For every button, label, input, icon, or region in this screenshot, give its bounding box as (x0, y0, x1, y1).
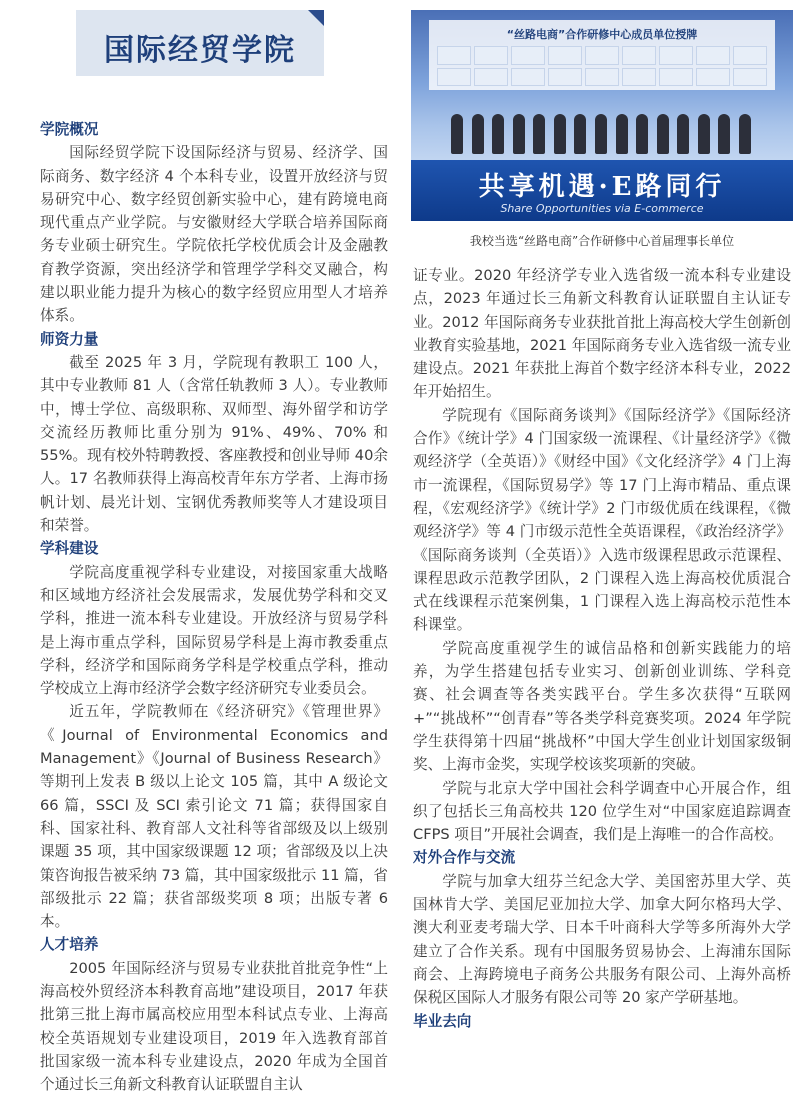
people-row (451, 110, 751, 154)
paragraph-discipline-1: 学院高度重视学科专业建设，对接国家重大战略和区域地方经济社会发展需求，发展优势学科和交叉学科，推进一流本科专业建设。开放经济与贸易学科是上海市重点学科，国际贸易学科是上海市教委重点学科，经济学和国际商务学科是学校重点学科，推动学校成立上海市经济学会数字经济研究专业委员会。 (40, 563, 388, 698)
heading-training: 人才培养 (40, 936, 99, 954)
title-corner-decoration (308, 10, 324, 26)
paragraph-overview: 国际经贸学院下设国际经济与贸易、经济学、国际商务、数字经济 4 个本科专业，设置开放经济与贸易研究中心、数字经贸创新实验中心，建有跨境电商现代重点产业学院。与安徽财经大学联合培养国际商务专业硕士研究生。学院依托学校优质会计及金融教育教学资源，突出经济学和管理学学科交叉融合，构建以职业能力提升为核心的数字经贸应用型人才培养体系。 (40, 144, 388, 325)
heading-cooperation: 对外合作与交流 (413, 849, 516, 867)
stage-slogan-english: Share Opportunities via E-commerce (500, 202, 704, 215)
heading-discipline: 学科建设 (40, 540, 99, 558)
paragraph-discipline-2: 近五年，学院教师在《经济研究》《管理世界》《Journal of Environmental Economics and Management》《Journal of Business Research》等期刊上发表 B 级以上论文 105 篇，其中 A 级论文 66 篇，SSCI 及 SCI 索引论文 71 篇；获得国家自科、国家社科、教育部人文社科等省部级及以上级别课题 35 项，其中国家级课题 12 项；省部级及以上决策咨询报告被采纳 73 篇，其中国家级批示 11 篇，省部级批示 22 篇；获省部级奖项 8 项；出版专著 6 本。 (40, 703, 388, 931)
paragraph-cooperation: 学院与加拿大纽芬兰纪念大学、美国密苏里大学、英国林肯大学、美国尼亚加拉大学、加拿大阿尔格玛大学、澳大利亚麦考瑞大学、日本千叶商科大学等多所海外大学建立了合作关系。现有中国服务贸易协会、上海浦东国际商会、上海跨境电子商务公共服务有限公司、上海外高桥保税区国际人才服务有限公司等 20 家产学研基地。 (413, 872, 791, 1007)
right-column (413, 264, 791, 1033)
paragraph-faculty: 截至 2025 年 3 月，学院现有教职工 100 人，其中专业教师 81 人（含常任轨教师 3 人）。专业教师中，博士学位、高级职称、双师型、海外留学和访学交流经历教师比重分别为 91%、49%、70% 和 55%。现有校外特聘教授、客座教授和创业导师 40余人。17 名教师获得上海高校青年东方学者、上海市扬帆计划、晨光计划、宝钢优秀教师奖等人才建设项目和荣誉。 (40, 353, 388, 535)
event-photo (411, 10, 793, 221)
photo-caption: 我校当选“丝路电商”合作研修中心首届理事长单位 (469, 234, 735, 248)
heading-faculty: 师资力量 (40, 330, 99, 348)
left-column (40, 118, 388, 1096)
heading-employment: 毕业去向 (413, 1012, 472, 1030)
page-title: 国际经贸学院 (104, 33, 296, 68)
paragraph-courses: 学院现有《国际商务谈判》《国际经济学》《国际经济合作》《统计学》4 门国家级一流课程、《计量经济学》《微观经济学（全英语）》《财经中国》《文化经济学》4 门上海市一流课程，《国际贸易学》等 17 门上海市精品、重点课程，《宏观经济学》《统计学》2 门市级优质在线课程，《微观经济学》等 4 门市级示范性全英语课程，《政治经济学》《国际商务谈判（全英语）》入选市级课程思政示范课程、课程思政示范教学团队，2 门课程入选上海高校优质混合式在线课程示范案例集，1 门课程入选上海高校示范性本科课堂。 (413, 406, 791, 634)
member-logos (437, 46, 767, 86)
paragraph-practice: 学院高度重视学生的诚信品格和创新实践能力的培养，为学生搭建包括专业实习、创新创业训练、学科竞赛、社会调查等各类实践平台。学生多次获得“互联网+”“挑战杯”“创青春”等各类学科竞赛奖项。2024 年学院学生获得第十四届“挑战杯”中国大学生创业计划国家级铜奖、上海市金奖，实现学校该奖项新的突破。 (413, 639, 791, 774)
stage-slogan: 共享机遇·E路同行 (478, 172, 726, 202)
paragraph-training-continued: 证专业。2020 年经济学专业入选省级一流本科专业建设点，2023 年通过长三角新文科教育认证联盟自主认证专业。2012 年国际商务专业获批首批上海高校大学生创新创业教育实验基地，2021 年国际商务专业入选省级一流专业建设点。2021 年获批上海首个数字经济本科专业，2022 年开始招生。 (413, 267, 791, 401)
banner-title: “丝路电商”合作研修中心成员单位授牌 (506, 28, 698, 41)
paragraph-cfps: 学院与北京大学中国社会科学调查中心开展合作，组织了包括长三角高校共 120 位学生对“中国家庭追踪调查 CFPS 项目”开展社会调查，我们是上海唯一的合作高校。 (413, 779, 791, 844)
event-banner (429, 20, 775, 90)
title-box (76, 10, 324, 76)
paragraph-training: 2005 年国际经济与贸易专业获批首批竞争性“上海高校外贸经济本科教育高地”建设项目，2017 年获批第三批上海市属高校应用型本科试点专业、上海高校全英语规划专业建设项目，2019 年入选教育部首批国家级一流本科专业建设点，2020 年成为全国首个通过长三角新文科教育认证联盟自主认 (40, 959, 388, 1094)
heading-overview: 学院概况 (40, 121, 99, 138)
